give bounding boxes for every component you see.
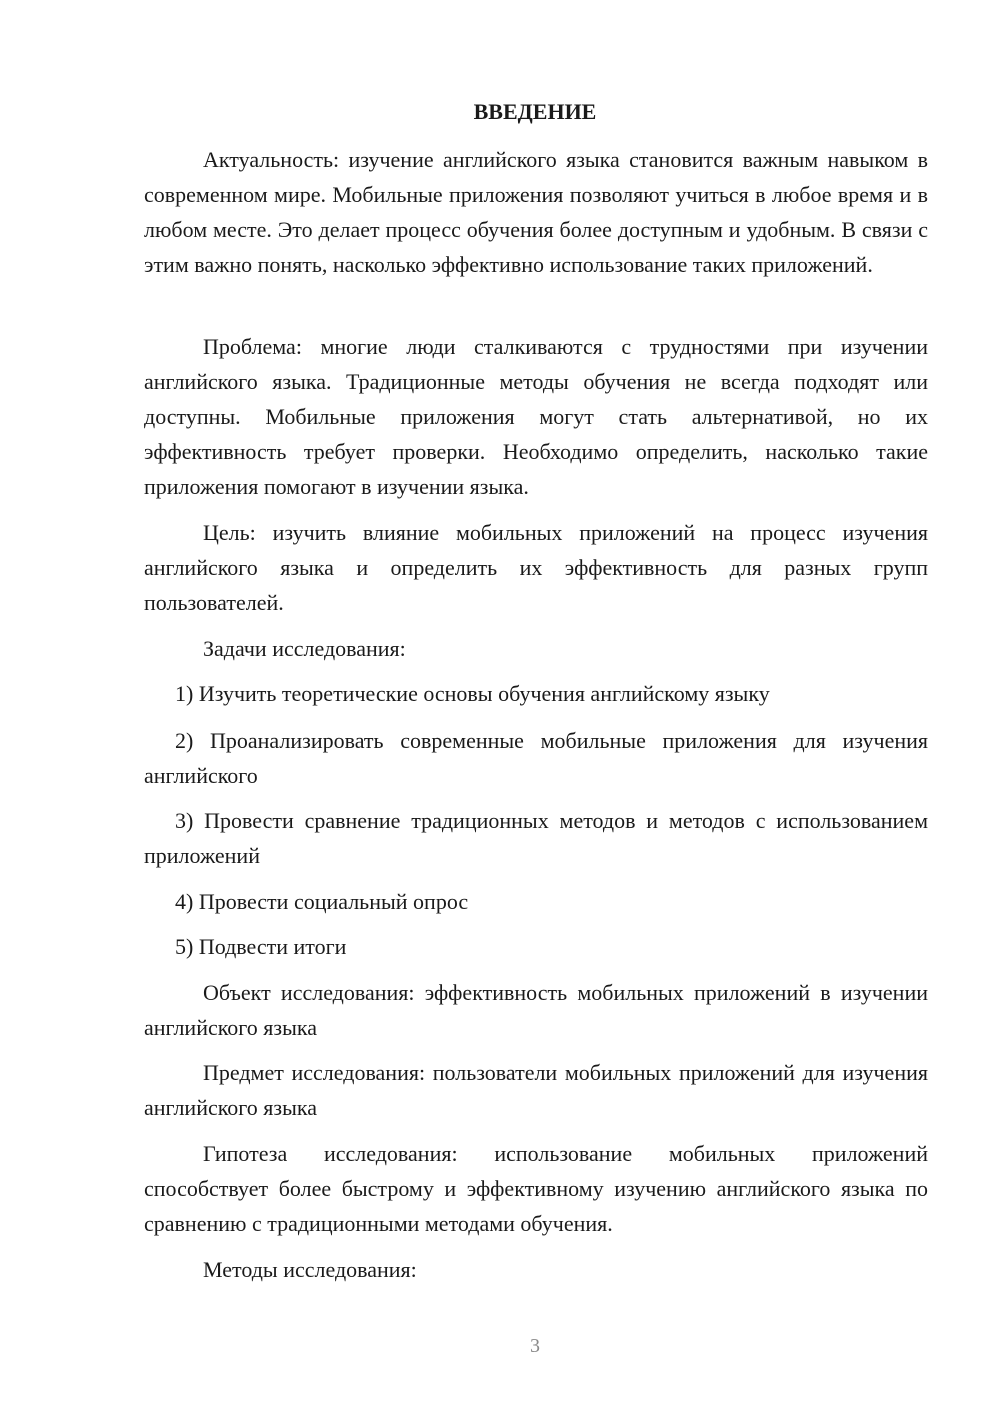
problem-paragraph: Проблема: многие люди сталкиваются с трудностями при изучении английского языка. Традиционные методы обучения не всегда подходят или доступны. Мобильные приложения могут стать альтернативой, но их эффективность требует проверки. Необходимо определить, насколько такие приложения помогают в изучении языка.	[144, 334, 928, 499]
task-item-3: 3) Провести сравнение традиционных методов и методов с использованием приложений	[144, 808, 928, 868]
hypothesis-paragraph: Гипотеза исследования: использование мобильных приложений способствует более быстрому и эффективному изучению английского языка по сравнению с традиционными методами обучения.	[144, 1141, 928, 1236]
methods-heading: Методы исследования:	[203, 1257, 417, 1282]
object-paragraph: Объект исследования: эффективность мобильных приложений в изучении английского языка	[144, 980, 928, 1040]
subject-paragraph: Предмет исследования: пользователи мобильных приложений для изучения английского языка	[144, 1060, 928, 1120]
task-item-4: 4) Провести социальный опрос	[175, 889, 469, 914]
task-item-1: 1) Изучить теоретические основы обучения английскому языку	[175, 681, 770, 706]
task-item-5: 5) Подвести итоги	[175, 934, 347, 959]
task-item-2: 2) Проанализировать современные мобильные приложения для изучения английского	[144, 728, 928, 788]
relevance-paragraph: Актуальность: изучение английского языка становится важным навыком в современном мире. Мобильные приложения позволяют учиться в любое время и в любом месте. Это делает процесс обучения более доступным и удобным. В связи с этим важно понять, насколько эффективно использование таких приложений.	[144, 147, 928, 277]
section-heading: ВВЕДЕНИЕ	[473, 99, 597, 124]
page-number: 3	[530, 1335, 540, 1357]
goal-paragraph: Цель: изучить влияние мобильных приложений на процесс изучения английского языка и определить их эффективность для разных групп пользователей.	[144, 520, 928, 615]
tasks-heading: Задачи исследования:	[203, 636, 406, 661]
